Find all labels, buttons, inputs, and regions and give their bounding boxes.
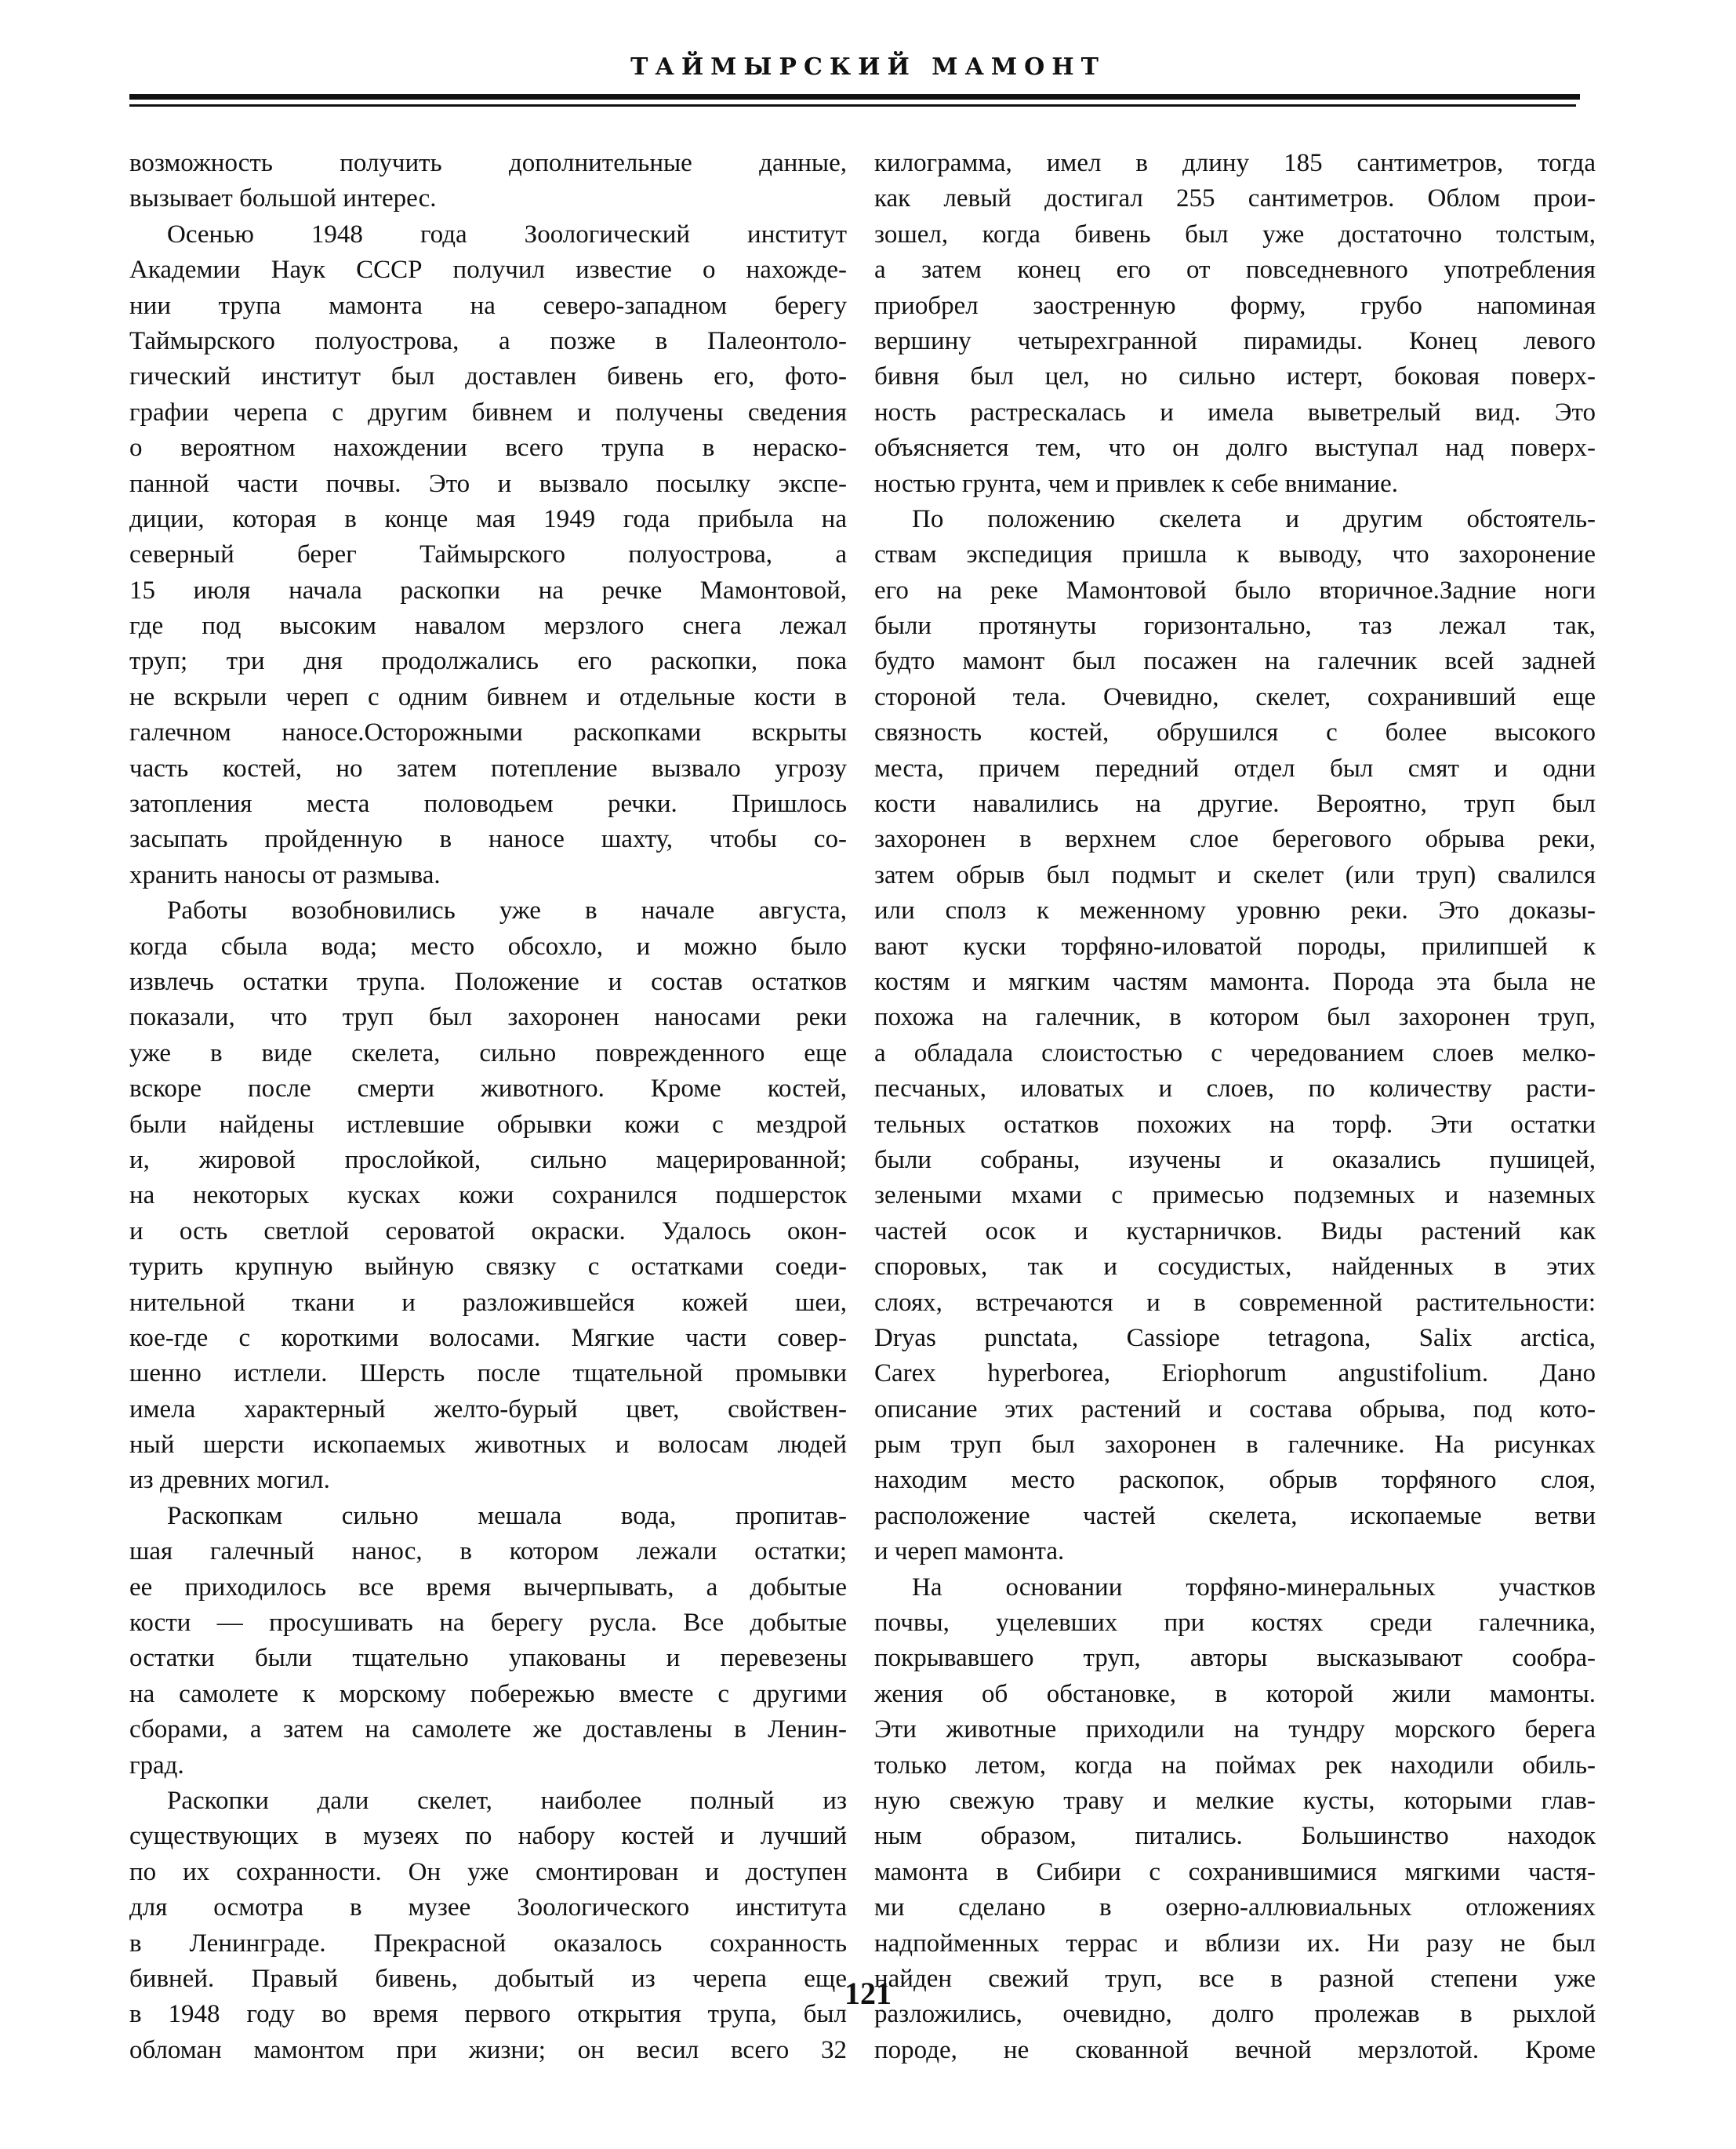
text-line: по их сохранности. Он уже смонтирован и доступен <box>129 1857 847 1886</box>
text-line: и череп мамонта. <box>874 1537 1065 1566</box>
text-line: расположение частей скелета, ископаемые ветви <box>874 1501 1596 1530</box>
text-line: частей осок и кустарничков. Виды растений как <box>874 1216 1596 1245</box>
text-line: галечном наносе.Осторожными раскопками вскрыты <box>129 718 847 747</box>
text-line: панной части почвы. Это и вызвало посылку экспе- <box>129 469 847 498</box>
text-line: связность костей, обрушился с более высокого <box>874 718 1596 747</box>
text-line: бивня был цел, но сильно истерт, боковая поверх- <box>874 362 1596 391</box>
text-line: а обладала слоистостью с чередованием слоев мелко- <box>874 1038 1596 1067</box>
text-line: Раскопки дали скелет, наиболее полный из <box>167 1786 847 1815</box>
paragraph <box>129 146 847 217</box>
text-line: извлечь остатки трупа. Положение и состав остатков <box>129 967 847 996</box>
text-line: возможность получить дополнительные данные, <box>129 149 847 177</box>
text-line: килограмма, имел в длину 185 сантиметров, тогда <box>874 149 1596 177</box>
page-number: 121 <box>844 1976 892 2011</box>
text-line: град. <box>129 1751 184 1780</box>
text-line: были найдены истлевшие обрывки кожи с мездрой <box>129 1110 847 1139</box>
text-line: затопления места половодьем речки. Пришлось <box>129 790 847 819</box>
text-line: Таймырского полуострова, а позже в Палеонтоло- <box>129 326 847 355</box>
text-line: стороной тела. Очевидно, скелет, сохранивший еще <box>874 682 1596 711</box>
text-line: Carex hyperborea, Eriophorum angustifolium. Дано <box>874 1359 1596 1388</box>
text-line: Работы возобновились уже в начале августа, <box>167 896 847 925</box>
right-text-column <box>874 146 1596 2068</box>
text-line: ным образом, питались. Большинство находок <box>874 1822 1596 1851</box>
text-line: кости навалились на другие. Вероятно, труп был <box>874 790 1596 819</box>
header-rule-thick <box>129 94 1580 100</box>
text-line: 15 июля начала раскопки на речке Мамонтовой, <box>129 576 847 605</box>
text-line: шенно истлели. Шерсть после тщательной промывки <box>129 1359 847 1388</box>
text-line: графии черепа с другим бивнем и получены сведения <box>129 398 847 427</box>
text-line: ный шерсти ископаемых животных и волосам людей <box>129 1431 847 1460</box>
text-line: приобрел заостренную форму, грубо напоминая <box>874 291 1596 320</box>
text-line: ми сделано в озерно-аллювиальных отложениях <box>874 1893 1596 1922</box>
text-line: на некоторых кусках кожи сохранился подшерсток <box>129 1181 847 1210</box>
text-line: на самолете к морскому побережью вместе с другими <box>129 1679 847 1708</box>
running-head-title: ТАЙМЫРСКИЙ МАМОНТ <box>630 53 1106 81</box>
text-line: зошел, когда бивень был уже достаточно толстым, <box>874 220 1596 249</box>
text-line: песчаных, иловатых и слоев, по количеству расти- <box>874 1074 1596 1104</box>
text-line: найден свежий труп, все в разной степени уже <box>874 1964 1596 1993</box>
text-line: в Ленинграде. Прекрасной оказалось сохранность <box>129 1929 847 1958</box>
text-line: из древних могил. <box>129 1466 330 1495</box>
text-line: ствам экспедиция пришла к выводу, что захоронение <box>874 540 1596 569</box>
paragraph <box>129 217 847 893</box>
text-line: существующих в музеях по набору костей и лучший <box>129 1822 847 1851</box>
text-line: ее приходилось все время вычерпывать, а добытые <box>129 1573 847 1602</box>
text-line: нительной ткани и разложившейся кожей шеи, <box>129 1288 847 1317</box>
text-line: обломан мамонтом при жизни; он весил всего 32 <box>129 2035 847 2064</box>
header-rule-thin <box>129 104 1576 107</box>
text-line: вают куски торфяно-иловатой породы, прилипшей к <box>874 932 1596 961</box>
text-line: жения об обстановке, в которой жили мамонты. <box>874 1679 1596 1708</box>
text-line: будто мамонт был посажен на галечник всей задней <box>874 647 1596 676</box>
text-line: имела характерный желто-бурый цвет, свойствен- <box>129 1394 847 1424</box>
text-line: объясняется тем, что он долго выступал над поверх- <box>874 434 1596 463</box>
text-line: По положению скелета и другим обстоятель- <box>912 504 1596 533</box>
text-line: где под высоким навалом мерзлого снега лежал <box>129 612 847 641</box>
text-line: только летом, когда на поймах рек находили обиль- <box>874 1751 1596 1780</box>
text-line: в 1948 году во время первого открытия трупа, был <box>129 2000 847 2029</box>
paragraph <box>129 1784 847 2068</box>
text-line: нии трупа мамонта на северо-западном берегу <box>129 291 847 320</box>
text-line: Dryas punctata, Cassiope tetragona, Salix arctica, <box>874 1323 1596 1352</box>
text-line: места, причем передний отдел был смят и одни <box>874 754 1596 783</box>
text-line: описание этих растений и состава обрыва, под кото- <box>874 1394 1596 1424</box>
left-text-column <box>129 146 847 2068</box>
text-line: о вероятном нахождении всего трупа в нераско- <box>129 434 847 463</box>
text-line: тельных остатков похожих на торф. Эти остатки <box>874 1110 1596 1139</box>
text-line: кости — просушивать на берегу русла. Все добытые <box>129 1609 847 1638</box>
text-line: покрывавшего труп, авторы высказывают сообра- <box>874 1644 1596 1673</box>
text-line: не вскрыли череп с одним бивнем и отдельные кости в <box>129 682 847 711</box>
text-line: На основании торфяно-минеральных участков <box>912 1573 1596 1602</box>
text-line: почвы, уцелевших при костях среди галечника, <box>874 1609 1596 1638</box>
text-line: северный берег Таймырского полуострова, а <box>129 540 847 569</box>
text-line: и ость светлой сероватой окраски. Удалось окон- <box>129 1216 847 1245</box>
text-line: кое-где с короткими волосами. Мягкие части совер- <box>129 1323 847 1352</box>
text-line: а затем конец его от повседневного употребления <box>874 256 1596 285</box>
text-line: вызывает большой интерес. <box>129 184 437 213</box>
text-line: разложились, очевидно, долго пролежав в рыхлой <box>874 2000 1596 2029</box>
text-line: надпойменных террас и вблизи их. Ни разу не был <box>874 1929 1596 1958</box>
text-line: бивней. Правый бивень, добытый из черепа еще <box>129 1964 847 1993</box>
text-line: или сполз к меженному уровню реки. Это доказы- <box>874 896 1596 925</box>
paragraph <box>129 1499 847 1784</box>
text-line: слоях, встречаются и в современной растительности: <box>874 1288 1596 1317</box>
text-line: сборами, а затем на самолете же доставлены в Ленин- <box>129 1715 847 1744</box>
text-line: его на реке Мамонтовой было вторичное.Задние ноги <box>874 576 1596 605</box>
text-line: были собраны, изучены и оказались пушицей, <box>874 1145 1596 1174</box>
text-line: для осмотра в музее Зоологического института <box>129 1893 847 1922</box>
text-line: ностью грунта, чем и привлек к себе внимание. <box>874 469 1399 498</box>
text-line: породе, не скованной вечной мерзлотой. Кроме <box>874 2035 1596 2064</box>
text-line: Эти животные приходили на тундру морского берега <box>874 1715 1596 1744</box>
text-line: остатки были тщательно упакованы и перевезены <box>129 1644 847 1673</box>
text-line: засыпать пройденную в наносе шахту, чтобы со- <box>129 825 847 854</box>
text-line: как левый достигал 255 сантиметров. Облом прои- <box>874 184 1596 213</box>
text-line: ность растрескалась и имела выветрелый вид. Это <box>874 398 1596 427</box>
text-line: когда сбыла вода; место обсохло, и можно было <box>129 932 847 961</box>
text-line: турить крупную выйную связку с остатками соеди- <box>129 1253 847 1282</box>
text-line: ную свежую траву и мелкие кусты, которыми глав- <box>874 1786 1596 1815</box>
text-line: мамонта в Сибири с сохранившимися мягкими частя- <box>874 1857 1596 1886</box>
text-line: находим место раскопок, обрыв торфяного слоя, <box>874 1466 1596 1495</box>
paragraph <box>874 502 1596 1570</box>
text-line: Академии Наук СССР получил известие о нахожде- <box>129 256 847 285</box>
text-line: захоронен в верхнем слое берегового обрыва реки, <box>874 825 1596 854</box>
text-line: шая галечный нанос, в котором лежали остатки; <box>129 1537 847 1566</box>
text-line: костям и мягким частям мамонта. Порода эта была не <box>874 967 1596 996</box>
text-line: были протянуты горизонтально, таз лежал так, <box>874 612 1596 641</box>
text-line: часть костей, но затем потепление вызвало угрозу <box>129 754 847 783</box>
text-line: хранить наносы от размыва. <box>129 860 441 889</box>
text-line: вскоре после смерти животного. Кроме костей, <box>129 1074 847 1104</box>
text-line: показали, что труп был захоронен наносами реки <box>129 1003 847 1032</box>
text-line: рым труп был захоронен в галечнике. На рисунках <box>874 1431 1596 1460</box>
text-line: диции, которая в конце мая 1949 года прибыла на <box>129 504 847 533</box>
text-line: гический институт был доставлен бивень его, фото- <box>129 362 847 391</box>
text-line: Осенью 1948 года Зоологический институт <box>167 220 847 249</box>
paragraph <box>874 146 1596 502</box>
text-line: и, жировой прослойкой, сильно мацерированной; <box>129 1145 847 1174</box>
text-line: похожа на галечник, в котором был захоронен труп, <box>874 1003 1596 1032</box>
text-line: уже в виде скелета, сильно поврежденного еще <box>129 1038 847 1067</box>
text-line: зелеными мхами с примесью подземных и наземных <box>874 1181 1596 1210</box>
text-line: затем обрыв был подмыт и скелет (или труп) свалился <box>874 860 1596 889</box>
text-line: вершину четырехгранной пирамиды. Конец левого <box>874 326 1596 355</box>
text-line: споровых, так и сосудистых, найденных в этих <box>874 1253 1596 1282</box>
text-line: труп; три дня продолжались его раскопки, пока <box>129 647 847 676</box>
paragraph <box>129 893 847 1499</box>
text-line: Раскопкам сильно мешала вода, пропитав- <box>167 1501 847 1530</box>
